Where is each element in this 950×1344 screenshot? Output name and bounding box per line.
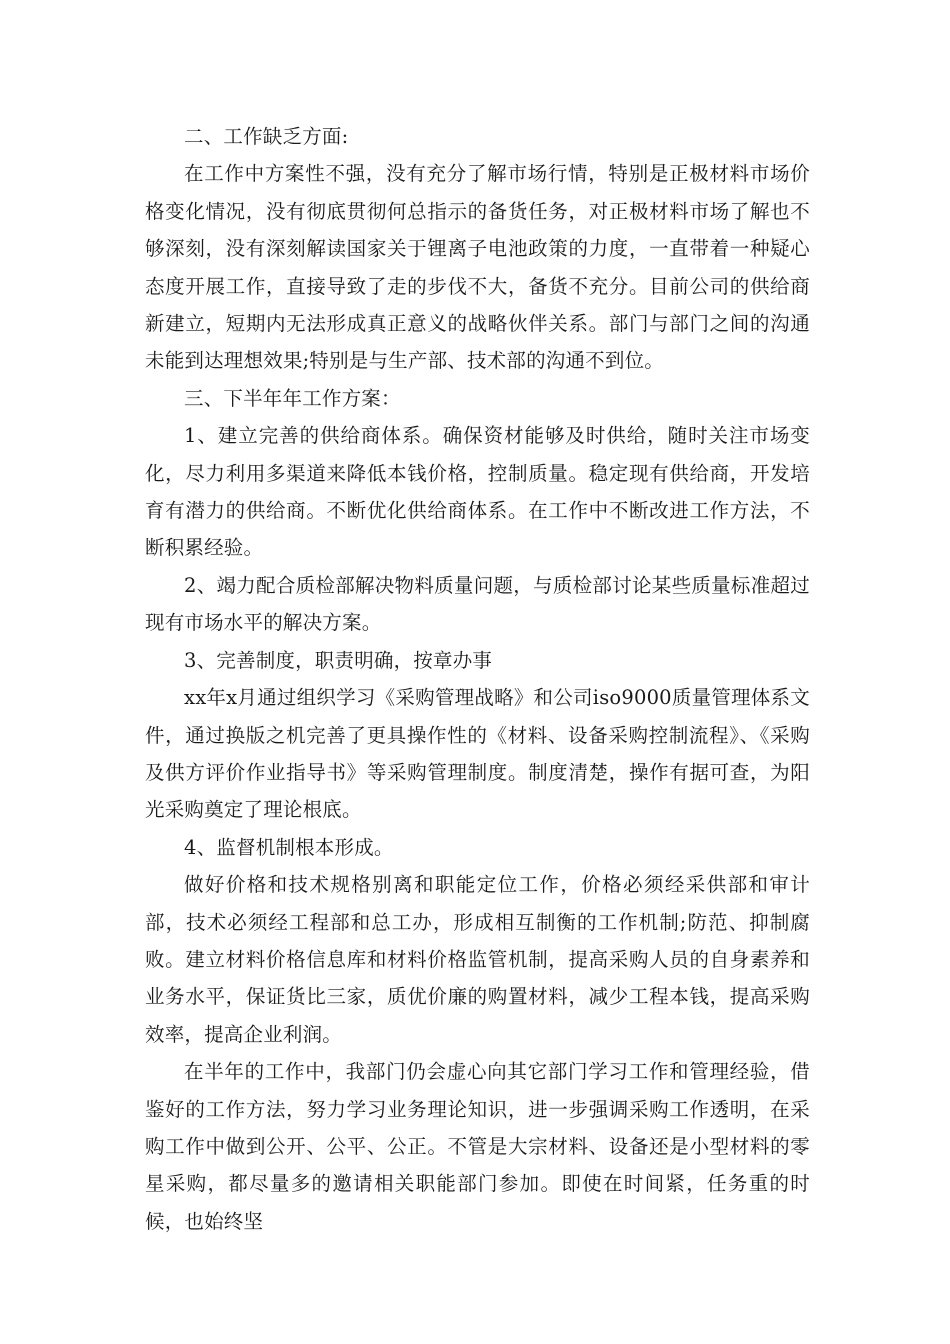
paragraph-system-docs: xx年x月通过组织学习《采购管理战略》和公司iso9000质量管理体系文件，通过换版之机完善了更具操作性的《材料、设备采购控制流程》、《采购及供方评价作业指导书》等采购管理制度。制度清楚，操作有据可查，为阳光采购奠定了理论根底。 [145,686,810,822]
paragraph-plan-item-4: 4、监督机制根本形成。 [184,835,394,859]
paragraph-plan-item-2: 2、竭力配合质检部解决物料质量问题，与质检部讨论某些质量标准超过现有市场水平的解决方案。 [145,573,810,635]
paragraph-closing: 在半年的工作中，我部门仍会虚心向其它部门学习工作和管理经验，借鉴好的工作方法，努力学习业务理论知识，进一步强调采购工作透明，在采购工作中做到公开、公平、公正。不管是大宗材料、设备还是小型材料的零星采购，都尽量多的邀请相关职能部门参加。即使在时间紧，任务重的时候，也始终坚 [145,1060,810,1233]
paragraph-shortcomings: 在工作中方案性不强，没有充分了解市场行情，特别是正极材料市场价格变化情况，没有彻底贯彻何总指示的备货任务，对正极材料市场了解也不够深刻，没有深刻解读国家关于锂离子电池政策的力度，一直带着一种疑心态度开展工作，直接导致了走的步伐不大，备货不充分。目前公司的供给商新建立，短期内无法形成真正意义的战略伙伴关系。部门与部门之间的沟通未能到达理想效果;特别是与生产部、技术部的沟通不到位。 [145,162,810,373]
document-body [145,118,810,1240]
paragraph-plan-item-3: 3、完善制度，职责明确，按章办事 [184,648,493,672]
section-heading-plan: 三、下半年年工作方案： [184,386,401,410]
section-heading-shortcomings: 二、工作缺乏方面: [184,125,349,148]
paragraph-supervision: 做好价格和技术规格别离和职能定位工作，价格必须经采供部和审计部，技术必须经工程部和总工办，形成相互制衡的工作机制;防范、抑制腐败。建立材料价格信息库和材料价格监管机制，提高采购人员的自身素养和业务水平，保证货比三家，质优价廉的购置材料，减少工程本钱，提高采购效率，提高企业利润。 [145,873,810,1046]
paragraph-plan-item-1: 1、建立完善的供给商体系。确保资材能够及时供给，随时关注市场变化，尽力利用多渠道来降低本钱价格，控制质量。稳定现有供给商，开发培育有潜力的供给商。不断优化供给商体系。在工作中不断改进工作方法，不断积累经验。 [145,424,810,560]
